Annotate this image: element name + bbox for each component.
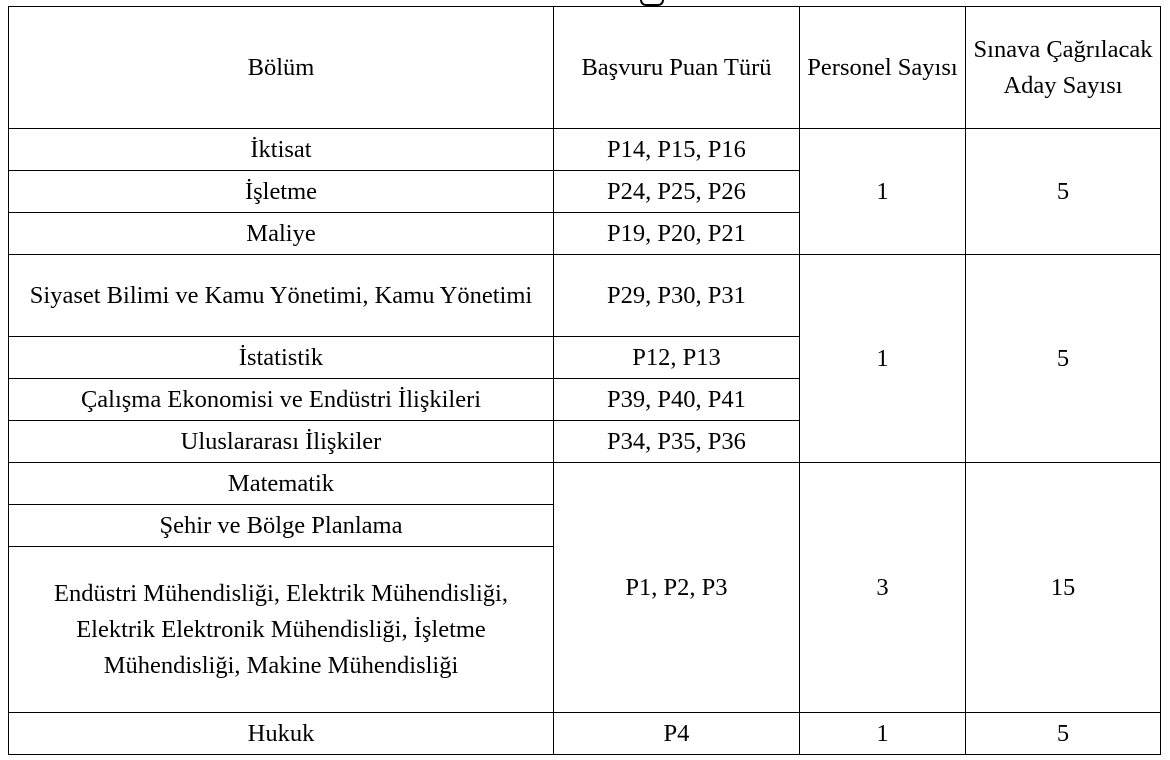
personel-cell: 3 <box>800 463 966 713</box>
bolum-cell: İşletme <box>9 171 554 213</box>
header-bolum: Bölüm <box>9 7 554 129</box>
bolum-cell: İstatistik <box>9 337 554 379</box>
header-row <box>9 7 1161 129</box>
header-puan-turu: Başvuru Puan Türü <box>554 7 800 129</box>
puan-cell: P1, P2, P3 <box>554 463 800 713</box>
header-personel-sayisi: Personel Sayısı <box>800 7 966 129</box>
table-row <box>9 129 1161 171</box>
bolum-cell: İktisat <box>9 129 554 171</box>
aday-cell: 5 <box>966 255 1161 463</box>
table-row <box>9 713 1161 755</box>
kadro-table <box>8 6 1161 755</box>
table-row <box>9 463 1161 505</box>
puan-cell: P4 <box>554 713 800 755</box>
puan-cell: P14, P15, P16 <box>554 129 800 171</box>
aday-cell: 5 <box>966 129 1161 255</box>
bolum-cell: Matematik <box>9 463 554 505</box>
puan-cell: P39, P40, P41 <box>554 379 800 421</box>
personel-cell: 1 <box>800 713 966 755</box>
puan-cell: P12, P13 <box>554 337 800 379</box>
bolum-cell: Maliye <box>9 213 554 255</box>
puan-cell: P34, P35, P36 <box>554 421 800 463</box>
puan-cell: P19, P20, P21 <box>554 213 800 255</box>
bolum-cell: Siyaset Bilimi ve Kamu Yönetimi, Kamu Yönetimi <box>9 255 554 337</box>
aday-cell: 5 <box>966 713 1161 755</box>
bolum-cell: Endüstri Mühendisliği, Elektrik Mühendisliği, Elektrik Elektronik Mühendisliği, İşletme Mühendisliği, Makine Mühendisliği <box>9 547 554 713</box>
table-row <box>9 255 1161 337</box>
personel-cell: 1 <box>800 129 966 255</box>
bolum-cell: Şehir ve Bölge Planlama <box>9 505 554 547</box>
aday-cell: 15 <box>966 463 1161 713</box>
bolum-cell: Hukuk <box>9 713 554 755</box>
puan-cell: P29, P30, P31 <box>554 255 800 337</box>
bolum-cell: Çalışma Ekonomisi ve Endüstri İlişkileri <box>9 379 554 421</box>
puan-cell: P24, P25, P26 <box>554 171 800 213</box>
header-aday-sayisi: Sınava Çağrılacak Aday Sayısı <box>966 7 1161 129</box>
bolum-cell: Uluslararası İlişkiler <box>9 421 554 463</box>
personel-cell: 1 <box>800 255 966 463</box>
